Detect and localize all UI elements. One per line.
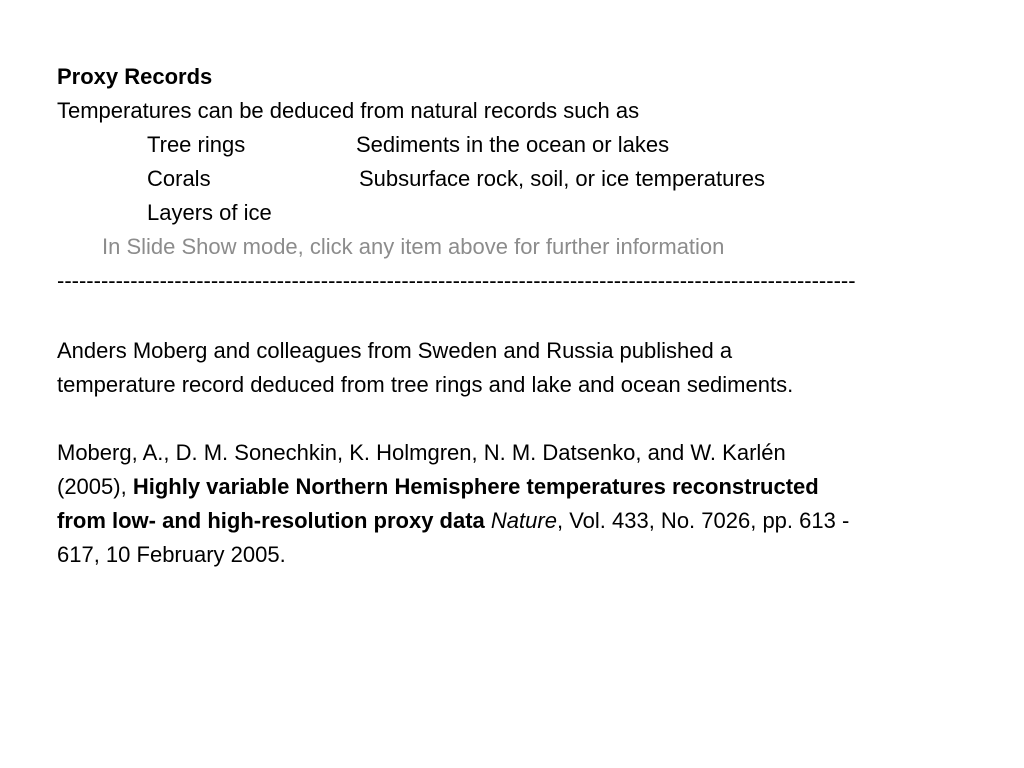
slide-heading: Proxy Records (57, 64, 213, 89)
intro-text: Temperatures can be deduced from natural records such as (57, 98, 640, 123)
citation-details-part-1: , Vol. 433, No. 7026, pp. 613 - (556, 508, 850, 533)
citation-title-part-1: Highly variable Northern Hemisphere temperatures reconstructed (132, 474, 819, 499)
citation-line-3 (57, 504, 849, 538)
summary-line-2: temperature record deduced from tree rings and lake and ocean sediments. (57, 372, 794, 397)
citation-authors: Moberg, A., D. M. Sonechkin, K. Holmgren, N. M. Datsenko, and W. Karlén (57, 440, 786, 465)
citation-year: (2005), (57, 474, 133, 499)
citation-title-part-2: from low- and high-resolution proxy data (57, 508, 485, 533)
citation-line-2 (57, 470, 819, 504)
proxy-link-ice-layers[interactable]: Layers of ice (147, 200, 272, 225)
proxy-link-corals[interactable]: Corals (147, 166, 211, 191)
proxy-link-sediments[interactable]: Sediments in the ocean or lakes (356, 132, 670, 157)
proxy-link-tree-rings[interactable]: Tree rings (147, 132, 246, 157)
citation-journal: Nature (490, 508, 557, 533)
slideshow-hint: In Slide Show mode, click any item above for further information (102, 234, 725, 259)
summary-line-1: Anders Moberg and colleagues from Sweden and Russia published a (57, 338, 733, 363)
proxy-link-subsurface[interactable]: Subsurface rock, soil, or ice temperatures (359, 166, 765, 191)
citation-details-part-2: 617, 10 February 2005. (57, 542, 286, 567)
divider-line: ------------------------------------------------------------------------------------------------------------- (57, 268, 856, 293)
